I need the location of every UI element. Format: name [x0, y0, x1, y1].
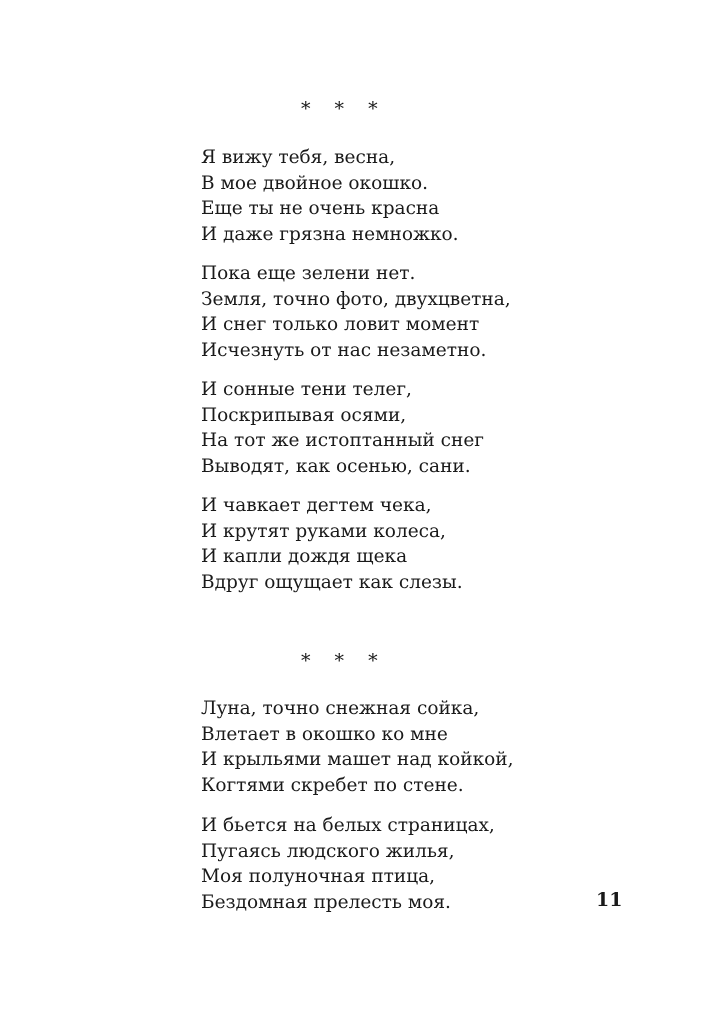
poem-separator: * * * [301, 98, 387, 120]
verse-line: На тот же истоптанный снег [201, 430, 484, 451]
stanza [201, 261, 511, 363]
verse-line: И сонные тени телег, [201, 379, 412, 400]
stanza [201, 145, 459, 247]
verse-line: Пугаясь людского жилья, [201, 840, 455, 862]
verse-line: Моя полуночная птица, [201, 866, 436, 887]
poem-separator: * * * [301, 650, 387, 672]
page-number: 11 [596, 889, 623, 911]
verse-line: Выводят, как осенью, сани. [201, 455, 471, 477]
verse-line: И капли дождя щека [201, 546, 408, 567]
verse-line: Поскрипывая осями, [201, 404, 407, 426]
verse-line: И чавкает дегтем чека, [201, 495, 432, 516]
verse-line: И крыльями машет над койкой, [201, 749, 514, 770]
verse-line: Пока еще зелени нет. [201, 263, 416, 284]
verse-line: Когтями скребет по стене. [201, 774, 464, 796]
verse-line: Луна, точно снежная сойка, [201, 698, 480, 719]
verse-line: И даже грязна немножко. [201, 223, 459, 245]
verse-line: Влетает в окошко ко мне [201, 723, 448, 745]
stanza [201, 493, 463, 595]
verse-line: Еще ты не очень красна [201, 198, 440, 219]
stanza [201, 813, 495, 915]
verse-line: И снег только ловит момент [201, 314, 480, 335]
verse-line: Бездомная прелесть моя. [201, 891, 451, 913]
verse-line: Я вижу тебя, весна, [201, 147, 396, 168]
verse-line: Исчезнуть от нас незаметно. [201, 339, 487, 361]
stanza [201, 377, 484, 479]
verse-line: В мое двойное окошко. [201, 172, 429, 194]
verse-line: Земля, точно фото, двухцветна, [201, 288, 511, 310]
verse-line: Вдруг ощущает как слезы. [201, 571, 463, 593]
verse-line: И бьется на белых страницах, [201, 815, 495, 836]
verse-line: И крутят руками колеса, [201, 520, 446, 542]
stanza [201, 696, 514, 798]
